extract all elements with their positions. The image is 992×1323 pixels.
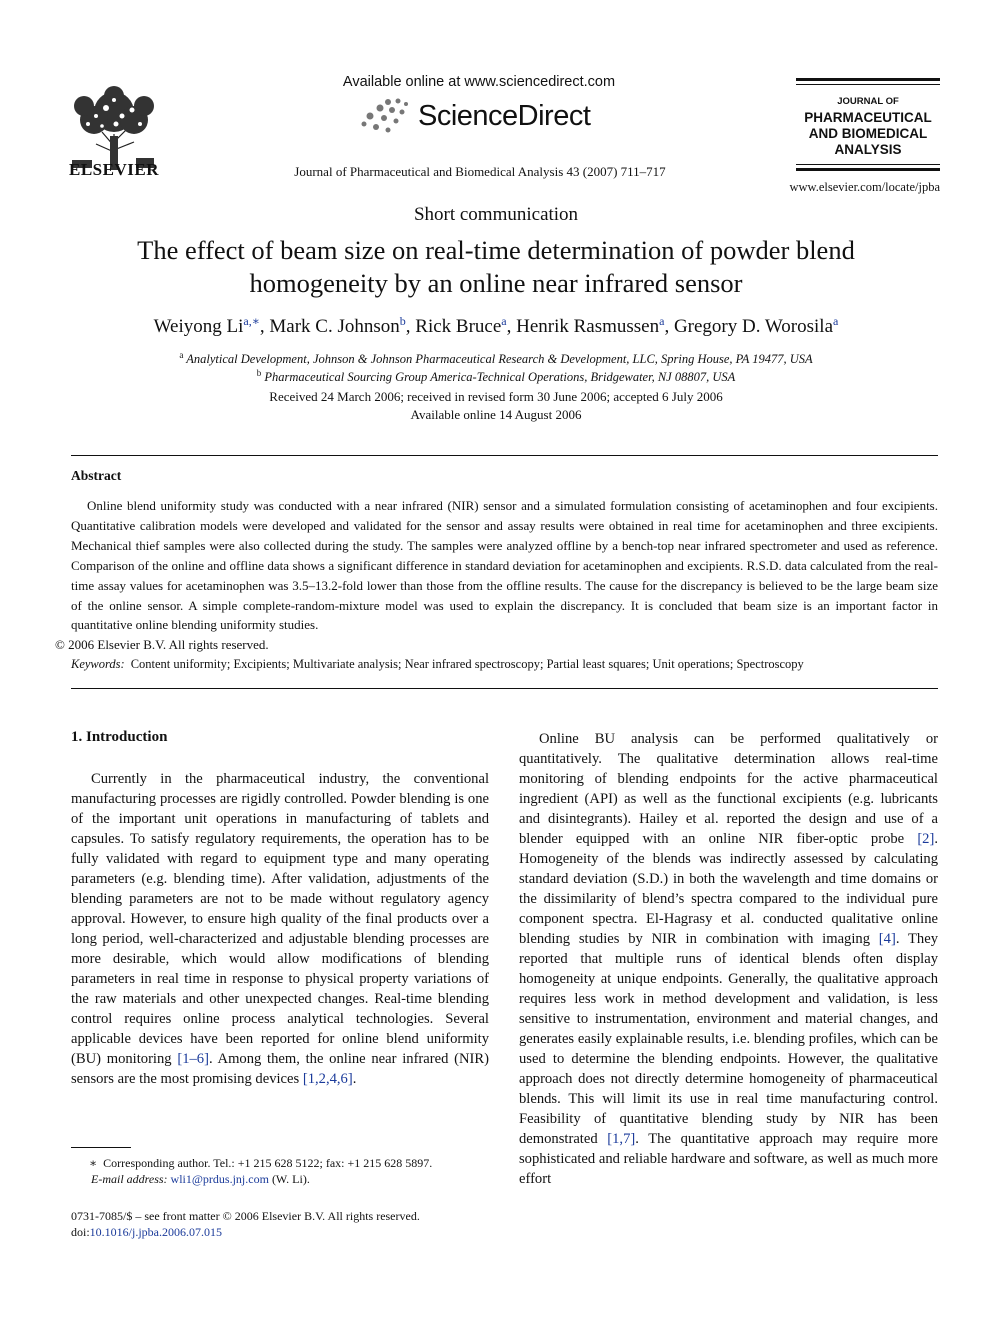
author-separator: , [664, 316, 674, 337]
doi-line [71, 1224, 222, 1240]
email-link[interactable]: wli1@prdus.jnj.com [170, 1172, 269, 1186]
journal-name-block [796, 94, 940, 158]
abstract-body [55, 496, 938, 655]
title-line: The effect of beam size on real-time determination of powder blend [137, 235, 855, 265]
reference-link[interactable]: [1,2,4,6] [302, 1071, 353, 1087]
received-dates: Received 24 March 2006; received in revised form 30 June 2006; accepted 6 July 2006 [269, 389, 723, 404]
author-separator: , [405, 316, 416, 337]
author-separator: , [506, 316, 517, 337]
journal-url-link[interactable]: www.elsevier.com/locate/jpba [789, 180, 940, 194]
body-text: Currently in the pharmaceutical industry, the conventional manufacturing processes are rigidly controlled. Powder blending is one of the important unit operations in manufacturing of tablets and capsules. To satisfy regulatory requirements, the operation has to be fully validated with regard to equipment type and many operating parameters (e.g. blending time). After validation, adjustments of the blending parameters are not to be made without regulatory agency approval. However, to ensure high quality of the final products over a long period, well-characterized and adjustable blending processes are more desirable, which would allow modifications of blending parameters in real time in response to physical property variations of the raw materials and other unexpected changes. Real-time blending control requires online process analytical technologies. Several applicable devices have been reported for online blend uniformity (BU) monitoring [71, 771, 489, 1067]
affiliation-link[interactable]: a [501, 314, 507, 328]
affiliation-mark: a [179, 350, 184, 360]
article-type: Short communication [413, 204, 579, 225]
sciencedirect-wordmark: ScienceDirect [418, 100, 591, 132]
footnote-mark: ∗ [89, 1156, 98, 1170]
doi-label: doi: [71, 1225, 90, 1239]
publisher-name: ELSEVIER [69, 160, 159, 179]
available-online-date: Available online 14 August 2006 [410, 407, 582, 422]
footnote-rule [71, 1147, 131, 1148]
author-list [60, 314, 932, 338]
keywords [71, 657, 938, 672]
reference-link[interactable]: [4] [878, 931, 896, 947]
section-divider [71, 688, 938, 689]
reference-link[interactable]: [1–6] [177, 1051, 209, 1067]
abstract-text: Online blend uniformity study was conducted with a near infrared (NIR) sensor and a simulated formulation consisting of acetaminophen and four excipients. Quantitative calibration models were developed and validated for the sensor and assay results were obtained in real time for acetaminophen and three excipients. Mechanical thief samples were also collected during the study. The samples were analyzed offline by a bench-top near infrared spectrometer and used as reference. Comparison of the online and offline data shows a significant difference in standard deviation for acetaminophen and excipients. R.S.D. data calculated from the real-time assay values for acetaminophen was 3.5–13.2-fold lower than those from the offline results. The cause for the discrepancy is believed to be the large beam size of the online sensor. A simple complete-random-mixture model was used to explain the discrepancy. It is concluded that beam size is an important factor in quantitative online blending uniformity studies. [71, 498, 938, 633]
affiliation-link[interactable]: a [833, 314, 839, 328]
keywords-text: Content uniformity; Excipients; Multivariate analysis; Near infrared spectroscopy; Partial least squares; Unit operations; Spectroscopy [130, 657, 804, 671]
body-text: . Among them, the online near infrared (NIR) sensors are the most promising devices [71, 1051, 489, 1087]
reference-link[interactable]: [1,7] [607, 1131, 636, 1147]
author-name: Mark C. Johnson [269, 316, 400, 337]
reference-link[interactable]: [2] [917, 831, 935, 847]
affiliation-a [60, 350, 932, 367]
author-name: Weiyong Li [153, 316, 244, 337]
body-text: . The quantitative approach may require more sophisticated and reliable hardware and software, as well as much more effort [519, 1131, 938, 1187]
author-name: Henrik Rasmussen [516, 316, 660, 337]
affiliation-text: Analytical Development, Johnson & Johnson Pharmaceutical Research & Development, LLC, Spring House, PA 19477, USA [186, 352, 813, 367]
body-column-left [71, 769, 489, 1089]
footnote-text: Corresponding author. Tel.: +1 215 628 5122; fax: +1 215 628 5897. [103, 1156, 433, 1170]
journal-citation: Journal of Pharmaceutical and Biomedical Analysis 43 (2007) 711–717 [294, 164, 666, 179]
section-divider [71, 455, 938, 456]
author-name: Rick Bruce [415, 316, 502, 337]
journal-name-line: ANALYSIS [834, 142, 902, 157]
journal-name-line: JOURNAL OF [837, 96, 899, 107]
abstract-copyright: © 2006 Elsevier B.V. All rights reserved. [55, 637, 269, 653]
issn-line: 0731-7085/$ – see front matter © 2006 Elsevier B.V. All rights reserved. [71, 1209, 420, 1223]
introduction-heading: 1. Introduction [71, 729, 168, 745]
author-separator: , [259, 316, 270, 337]
body-column-right [519, 729, 938, 1189]
affiliation-link[interactable]: b [399, 314, 406, 328]
article-title [90, 234, 902, 300]
body-text: Online BU analysis can be performed qualitatively or quantitatively. The qualitative determination allows real-time monitoring of blending endpoints for the active pharmaceutical ingredient (API) as well as the functional excipients (e.g. lubricants and disintegrants). Hailey et al. reported the design and use of a blender equipped with an online NIR fiber-optic probe [519, 731, 938, 847]
affiliation-text: Pharmaceutical Sourcing Group America-Technical Operations, Bridgewater, NJ 08807, USA [264, 370, 736, 385]
body-text: . They reported that multiple runs of identical blends often display homogeneity at unique endpoints. Generally, the qualitative approach requires less work in method development and validation, is less sensitive to instrumentation, environment and material changes, and generates easily explainable results, i.e. blending profiles, which can be used to determine the blending endpoints. However, the qualitative approach does not directly determine homogeneity of pharmaceutical blends. This will limit its use in real time manufacturing control. Feasibility of quantitative blending study by NIR has been demonstrated [519, 931, 938, 1147]
title-line: homogeneity by an online near infrared sensor [249, 268, 743, 298]
doi-link[interactable]: 10.1016/j.jpba.2006.07.015 [89, 1225, 222, 1239]
journal-rule [796, 164, 940, 165]
email-suffix: (W. Li). [268, 1172, 310, 1186]
keywords-label: Keywords: [71, 657, 125, 671]
body-text: . [352, 1071, 357, 1087]
affiliation-link[interactable]: a,∗ [243, 314, 260, 328]
abstract-heading: Abstract [71, 468, 122, 483]
email-label: E-mail address: [91, 1172, 168, 1186]
corresponding-author-note [71, 1155, 432, 1171]
journal-rule [796, 84, 940, 85]
affiliation-link[interactable]: a [659, 314, 665, 328]
journal-name-line: AND BIOMEDICAL [808, 126, 928, 141]
sciencedirect-dots-icon [358, 96, 414, 136]
author-name: Gregory D. Worosila [673, 316, 834, 337]
body-text: . Homogeneity of the blends was indirectly assessed by calculating standard deviation (S.D.) in both the wavelength and time domains or the dissimilarity of blend’s spectra compared to the individual pure component spectra. El-Hagrasy et al. conducted qualitative online blending studies by NIR in combination with imaging [519, 831, 938, 947]
journal-rule [796, 168, 940, 171]
affiliation-b [60, 368, 932, 385]
affiliation-mark: b [256, 368, 262, 378]
journal-rule [796, 78, 940, 81]
available-online-text: Available online at www.sciencedirect.com [342, 74, 616, 90]
journal-name-line: PHARMACEUTICAL [804, 110, 932, 125]
email-note [71, 1171, 310, 1187]
